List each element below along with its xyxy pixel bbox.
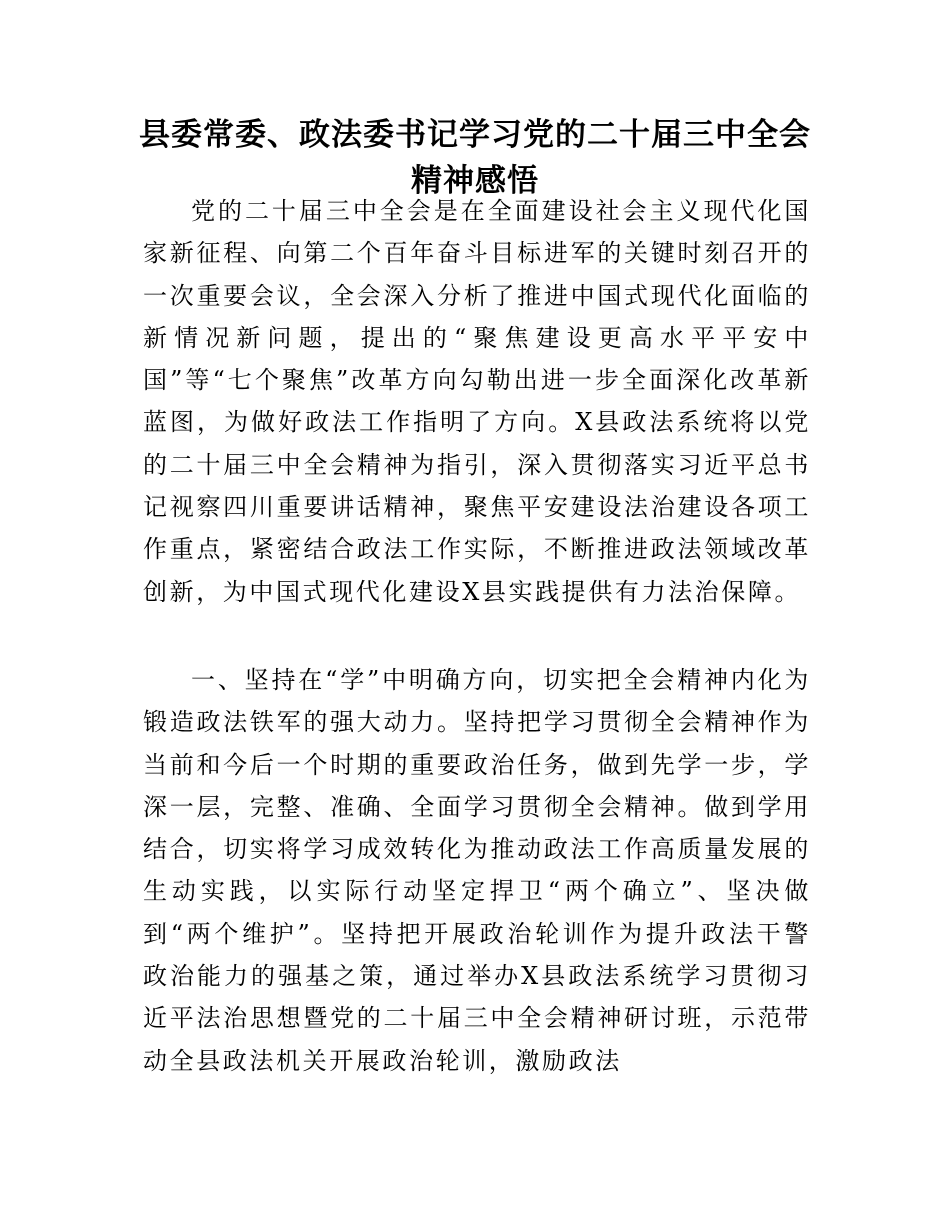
document-title: 县委常委、政法委书记学习党的二十届三中全会精神感悟	[139, 117, 811, 199]
paragraph-section-one: 一、坚持在“学”中明确方向，切实把全会精神内化为锻造政法铁军的强大动力。坚持把学习贯彻全会精神作为当前和今后一个时期的重要政治任务，做到先学一步，学深一层，完整、准确、全面学习贯彻全会精神。做到学用结合，切实将学习成效转化为推动政法工作高质量发展的生动实践，以实际行动坚定捍卫“两个确立”、坚决做到“两个维护”。坚持把开展政治轮训作为提升政法干警政治能力的强基之策，通过举办X县政法系统学习贯彻习近平法治思想暨党的二十届三中全会精神研讨班，示范带动全县政法机关开展政治轮训，激励政法	[143, 666, 811, 1075]
paragraph-intro: 党的二十届三中全会是在全面建设社会主义现代化国家新征程、向第二个百年奋斗目标进军的关键时刻召开的一次重要会议，全会深入分析了推进中国式现代化面临的新情况新问题，提出的“聚焦建设更高水平平安中国”等“七个聚焦”改革方向勾勒出进一步全面深化改革新蓝图，为做好政法工作指明了方向。X县政法系统将以党的二十届三中全会精神为指引，深入贯彻落实习近平总书记视察四川重要讲话精神，聚焦平安建设法治建设各项工作重点，紧密结合政法工作实际，不断推进政法领域改革创新，为中国式现代化建设X县实践提供有力法治保障。	[143, 197, 811, 606]
